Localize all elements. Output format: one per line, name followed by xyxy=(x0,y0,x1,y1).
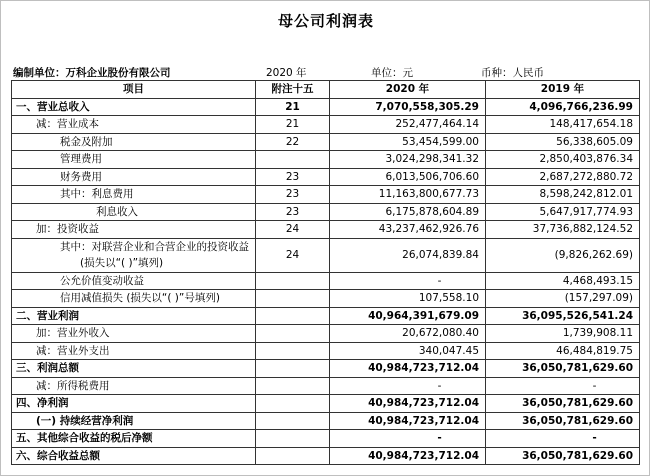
row-item-text: 二、营业利润 xyxy=(16,309,79,322)
row-item-text: 加：投资收益 xyxy=(36,223,99,236)
row-value-2020: 6,013,506,706.60 xyxy=(330,168,486,186)
row-value-2019: (9,826,262.69) xyxy=(486,238,640,272)
row-item-text: 信用减值损失 (损失以“( )”号填列) xyxy=(60,292,220,305)
row-item-text: 利息收入 xyxy=(96,205,138,218)
table-row xyxy=(12,447,640,465)
row-value-2019: - xyxy=(486,430,640,448)
row-item-label xyxy=(12,133,256,151)
table-row xyxy=(12,203,640,221)
row-item-label xyxy=(12,151,256,169)
row-item-text: 五、其他综合收益的税后净额 xyxy=(16,432,153,445)
row-note: 21 xyxy=(256,98,330,116)
row-note xyxy=(256,395,330,413)
row-item-text-continued: (损失以“( )”填列) xyxy=(80,257,164,269)
row-item-text: 加：营业外收入 xyxy=(36,327,110,340)
row-item-label xyxy=(12,412,256,430)
row-item-text: 其中：对联营企业和合营企业的投资收益 xyxy=(60,241,249,253)
row-item-label xyxy=(12,238,256,272)
row-value-2019: 1,739,908.11 xyxy=(486,325,640,343)
row-note xyxy=(256,325,330,343)
row-note xyxy=(256,272,330,290)
row-note: 24 xyxy=(256,238,330,272)
table-row xyxy=(12,395,640,413)
row-value-2019: 36,050,781,629.60 xyxy=(486,395,640,413)
currency-label: 币种：人民币 xyxy=(481,67,544,79)
row-item-text: 减：所得税费用 xyxy=(36,379,110,392)
table-row xyxy=(12,151,640,169)
row-note: 21 xyxy=(256,116,330,134)
row-item-label xyxy=(12,447,256,465)
row-value-2019: 2,850,403,876.34 xyxy=(486,151,640,169)
row-item-label xyxy=(12,221,256,239)
row-value-2020: 43,237,462,926.76 xyxy=(330,221,486,239)
meta-row xyxy=(11,65,639,79)
row-item-text: 公允价值变动收益 xyxy=(60,274,144,287)
table-row xyxy=(12,290,640,308)
row-note xyxy=(256,151,330,169)
row-item-text: 管理费用 xyxy=(60,153,102,166)
row-item-label xyxy=(12,186,256,204)
row-value-2020: 40,964,391,679.09 xyxy=(330,307,486,325)
row-value-2020: 20,672,080.40 xyxy=(330,325,486,343)
row-item-label xyxy=(12,430,256,448)
row-item-label xyxy=(12,168,256,186)
row-item-label xyxy=(12,272,256,290)
row-note xyxy=(256,290,330,308)
row-value-2019: 4,096,766,236.99 xyxy=(486,98,640,116)
row-note xyxy=(256,430,330,448)
row-item-label xyxy=(12,98,256,116)
row-value-2019: 4,468,493.15 xyxy=(486,272,640,290)
row-value-2019: 2,687,272,880.72 xyxy=(486,168,640,186)
row-value-2020: 3,024,298,341.32 xyxy=(330,151,486,169)
row-value-2019: 56,338,605.09 xyxy=(486,133,640,151)
row-item-text: (一) 持续经营净利润 xyxy=(36,414,134,427)
row-note: 23 xyxy=(256,203,330,221)
row-note: 22 xyxy=(256,133,330,151)
row-value-2019: 36,050,781,629.60 xyxy=(486,447,640,465)
row-item-text: 减：营业成本 xyxy=(36,118,99,131)
row-item-label xyxy=(12,395,256,413)
row-item-label xyxy=(12,203,256,221)
row-item-text: 四、净利润 xyxy=(16,397,69,410)
row-value-2020: 26,074,839.84 xyxy=(330,238,486,272)
company-label: 编制单位：万科企业股份有限公司 xyxy=(13,67,171,79)
table-row xyxy=(12,186,640,204)
row-note xyxy=(256,412,330,430)
row-value-2020: - xyxy=(330,430,486,448)
row-item-text: 其中：利息费用 xyxy=(60,188,134,201)
table-row xyxy=(12,342,640,360)
row-item-text: 三、利润总额 xyxy=(16,362,79,375)
row-value-2019: 8,598,242,812.01 xyxy=(486,186,640,204)
header-item: 项目 xyxy=(12,81,256,99)
row-value-2019: 36,095,526,541.24 xyxy=(486,307,640,325)
row-item-label xyxy=(12,342,256,360)
row-value-2019: 148,417,654.18 xyxy=(486,116,640,134)
row-note xyxy=(256,377,330,395)
row-value-2019: 36,050,781,629.60 xyxy=(486,412,640,430)
header-note: 附注十五 xyxy=(256,81,330,99)
document-title: 母公司利润表 xyxy=(277,12,374,30)
income-statement-table xyxy=(11,80,640,465)
row-item-label xyxy=(12,360,256,378)
row-note xyxy=(256,447,330,465)
row-item-label xyxy=(12,377,256,395)
row-item-label xyxy=(12,307,256,325)
row-value-2019: 36,050,781,629.60 xyxy=(486,360,640,378)
table-row xyxy=(12,377,640,395)
table-header-row xyxy=(12,81,640,99)
row-value-2019: 5,647,917,774.93 xyxy=(486,203,640,221)
header-2020: 2020 年 xyxy=(330,81,486,99)
row-value-2020: 40,984,723,712.04 xyxy=(330,412,486,430)
row-item-label xyxy=(12,116,256,134)
row-note: 24 xyxy=(256,221,330,239)
row-note xyxy=(256,342,330,360)
row-value-2019: (157,297.09) xyxy=(486,290,640,308)
row-item-text: 税金及附加 xyxy=(60,135,113,148)
table-row xyxy=(12,272,640,290)
row-item-text: 财务费用 xyxy=(60,170,102,183)
row-item-label xyxy=(12,290,256,308)
row-value-2019: - xyxy=(486,377,640,395)
table-row xyxy=(12,221,640,239)
row-item-text: 一、营业总收入 xyxy=(16,100,90,113)
row-value-2020: 40,984,723,712.04 xyxy=(330,447,486,465)
row-item-label xyxy=(12,325,256,343)
row-note: 23 xyxy=(256,168,330,186)
row-value-2019: 37,736,882,124.52 xyxy=(486,221,640,239)
row-note xyxy=(256,307,330,325)
row-value-2020: 11,163,800,677.73 xyxy=(330,186,486,204)
row-value-2020: 40,984,723,712.04 xyxy=(330,395,486,413)
row-item-text: 六、综合收益总额 xyxy=(16,449,100,462)
row-value-2020: 107,558.10 xyxy=(330,290,486,308)
table-row xyxy=(12,307,640,325)
header-2019: 2019 年 xyxy=(486,81,640,99)
row-item-text: 减：营业外支出 xyxy=(36,344,110,357)
year-label: 2020 年 xyxy=(266,67,307,79)
table-row xyxy=(12,168,640,186)
row-value-2020: 6,175,878,604.89 xyxy=(330,203,486,221)
table-row xyxy=(12,238,640,272)
table-row xyxy=(12,412,640,430)
table-row xyxy=(12,325,640,343)
table-row xyxy=(12,98,640,116)
table-row xyxy=(12,360,640,378)
row-value-2020: - xyxy=(330,377,486,395)
row-value-2020: 252,477,464.14 xyxy=(330,116,486,134)
row-value-2020: 53,454,599.00 xyxy=(330,133,486,151)
row-value-2020: 340,047.45 xyxy=(330,342,486,360)
row-note: 23 xyxy=(256,186,330,204)
table-row xyxy=(12,116,640,134)
table-row xyxy=(12,430,640,448)
row-value-2019: 46,484,819.75 xyxy=(486,342,640,360)
row-value-2020: 7,070,558,305.29 xyxy=(330,98,486,116)
row-value-2020: - xyxy=(330,272,486,290)
table-row xyxy=(12,133,640,151)
row-value-2020: 40,984,723,712.04 xyxy=(330,360,486,378)
unit-label: 单位：元 xyxy=(371,67,413,79)
row-note xyxy=(256,360,330,378)
